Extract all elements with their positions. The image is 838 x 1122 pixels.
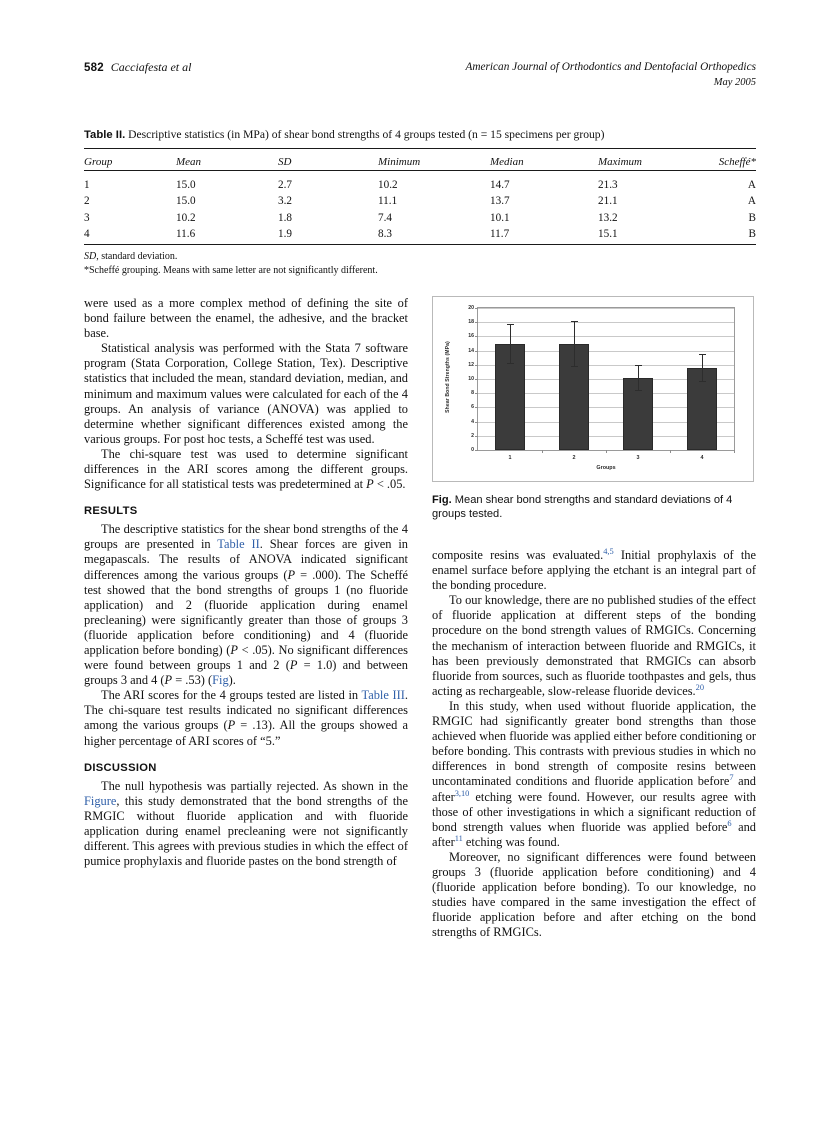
paragraph-results-1 — [84, 522, 408, 688]
reference-marker[interactable]: 6 — [727, 818, 732, 828]
figure-caption-text: Mean shear bond strengths and standard deviations of 4 groups tested. — [432, 494, 733, 521]
plot-area — [468, 305, 735, 461]
journal-title: American Journal of Orthodontics and Dentofacial Orthopedics — [465, 61, 756, 73]
cell-sd: 3.2 — [278, 195, 292, 207]
error-bar — [510, 324, 511, 362]
cell-maximum: 15.1 — [598, 228, 618, 240]
cell-scheffe: A — [747, 178, 756, 191]
y-axis-tick-label: 6 — [471, 404, 474, 411]
table-note-abbreviation — [84, 250, 756, 264]
heading-discussion: DISCUSSION — [84, 761, 157, 774]
col-header-sd: SD — [278, 156, 292, 168]
text-run: = .53) ( — [172, 673, 213, 688]
y-axis-tick-label: 10 — [468, 376, 474, 382]
error-bar-cap — [699, 354, 706, 355]
table-caption — [84, 127, 756, 143]
cell-group: 1 — [84, 178, 90, 191]
cell-minimum: 10.2 — [378, 178, 398, 191]
descriptive-statistics-table — [84, 148, 756, 245]
text-run: and after — [432, 774, 756, 804]
error-bar-cap — [507, 324, 514, 325]
y-axis-tick-label: 8 — [471, 390, 474, 397]
cell-median: 14.7 — [490, 178, 510, 191]
text-run: < .05). No significant differences were found between groups 1 and 2 ( — [84, 642, 408, 673]
error-bar — [638, 365, 639, 391]
error-bar-cap — [571, 366, 578, 367]
reference-marker[interactable]: 11 — [454, 833, 463, 843]
col-header-median: Median — [490, 156, 524, 168]
table-head — [84, 149, 756, 171]
error-bar-cap — [507, 363, 514, 364]
x-axis-tick-mark — [542, 450, 543, 453]
table-notes — [84, 250, 756, 277]
cell-median: 11.7 — [490, 228, 510, 240]
text-run: The descriptive statistics for the shear bond strengths of the 4 groups are presented in — [84, 522, 408, 552]
table-row — [84, 207, 756, 224]
running-head-right — [465, 60, 756, 90]
y-axis-tick-mark — [475, 365, 478, 366]
text-run: To our knowledge, there are no published studies of the effect of fluoride application at different steps of the bonding procedure on the bond strength values of RMGICs. Concerning the mechanism of interaction between fluoride and RMGICs, it has been previously demonstrated that RMGICs can absorb fluoride from sources, such as fluoride toothpastes and gels, thus acting as rechargeable, slow-release fluoride devices. — [432, 593, 756, 698]
cell-sd: 1.9 — [278, 228, 292, 240]
text-run: etching were found. However, our results agree with those of other investigations in which a significant reduction of bond strength values when fluoride was applied before — [432, 789, 756, 834]
chart-frame — [432, 296, 754, 482]
x-axis-tick-label: 4 — [700, 455, 704, 461]
text-run: = .000). The Scheffé test showed that the bond strengths of groups 1 (no fluoride application) and 2 (fluoride application during enamel precleaning) were significantly greater than those of groups 3 (fluoride application before conditioning) and 4 (fluoride application before bonding) ( — [84, 567, 408, 657]
reference-marker[interactable]: 20 — [695, 682, 705, 692]
text-run: The ARI scores for the 4 groups tested are listed in — [101, 688, 362, 703]
cell-minimum: 11.1 — [378, 195, 398, 207]
text-run: , this study demonstrated that the bond strengths of the RMGIC without fluoride application and with fluoride application during enamel precleaning were not significantly different. This agrees with previous studies in which the effect of pumice prophylaxis and fluoride pastes on the bond strength of — [84, 793, 408, 869]
text-run: The chi-square test was used to determine significant differences in the ARI scores among the different groups. Significance for all statistical tests was predetermined at — [84, 446, 408, 492]
abbrev-sd-expansion: , standard deviation. — [96, 251, 178, 262]
y-axis-tick-mark — [475, 379, 478, 380]
cell-maximum: 21.1 — [598, 195, 618, 207]
xref-figure[interactable]: Fig — [212, 673, 229, 688]
p-value-symbol: P — [230, 642, 238, 657]
xref-figure-2[interactable]: Figure — [84, 793, 117, 808]
col-header-maximum: Maximum — [598, 156, 642, 168]
reference-marker[interactable]: 4,5 — [603, 546, 614, 556]
table-caption-text: Descriptive statistics (in MPa) of shear bond strengths of 4 groups tested (n = 15 specimens per group) — [128, 128, 605, 141]
error-bar-cap — [571, 321, 578, 322]
p-value-symbol: P — [289, 658, 298, 673]
text-run: = 1.0) and between groups 3 and 4 ( — [84, 658, 408, 688]
col-header-scheffe: Scheffé* — [718, 156, 756, 168]
x-axis-tick-label: 1 — [508, 455, 512, 461]
x-axis-title: Groups — [596, 465, 616, 471]
p-value-symbol: P — [227, 718, 236, 733]
table-row — [84, 224, 756, 245]
cell-maximum: 13.2 — [598, 211, 618, 224]
table-row — [84, 171, 756, 191]
text-run: < .05. — [373, 477, 406, 492]
grid-line — [478, 308, 734, 309]
cell-group: 4 — [84, 228, 90, 240]
cell-sd: 1.8 — [278, 211, 292, 224]
cell-scheffe: B — [748, 211, 756, 224]
y-axis-tick-label: 16 — [468, 333, 474, 340]
reference-marker[interactable]: 7 — [729, 773, 734, 783]
error-bar-cap — [699, 381, 706, 382]
x-axis-tick-mark — [606, 450, 607, 453]
paragraph-right-1 — [432, 548, 756, 593]
y-axis-tick-label: 2 — [471, 432, 474, 439]
running-head-left — [84, 60, 191, 76]
y-axis-tick-label: 0 — [471, 447, 474, 453]
cell-scheffe: B — [748, 228, 756, 240]
x-axis-tick-mark — [734, 450, 735, 453]
cell-median: 13.7 — [490, 195, 510, 207]
paragraph-right-3 — [432, 699, 756, 850]
y-axis-tick-mark — [475, 336, 478, 337]
x-axis-tick-mark — [670, 450, 671, 453]
paragraph-results-2 — [84, 688, 408, 748]
text-run: etching was found. — [462, 834, 560, 849]
running-head-authors: Cacciafesta et al — [110, 60, 192, 74]
y-axis-tick-mark — [475, 351, 478, 352]
table-header-row — [84, 149, 756, 171]
error-bar-cap — [635, 365, 642, 366]
cell-mean: 11.6 — [176, 228, 196, 240]
cell-sd: 2.7 — [278, 178, 292, 191]
error-bar — [574, 321, 575, 366]
y-axis-tick-label: 20 — [468, 305, 474, 311]
abbrev-sd: SD — [84, 251, 97, 262]
text-run: . Shear forces are given in megapascals. The results of ANOVA indicated significant differences among the various groups ( — [84, 537, 409, 582]
text-run: ). — [228, 673, 236, 688]
paragraph-statistical-analysis: Statistical analysis was performed with the Stata 7 software program (Stata Corporation, College Station, Tex). Descriptive statistics that included the mean, standard deviation, median, and minimum and maximum values were calculated for each of the 4 groups. An analysis of variance (ANOVA) was applied to determine whether significant differences existed among the various groups. For post hoc tests, a Scheffé test was used. — [84, 341, 408, 446]
cell-scheffe: A — [747, 195, 756, 207]
grid-line — [478, 322, 734, 323]
running-head — [84, 60, 756, 94]
figure-label: Fig. — [432, 494, 452, 506]
figure-block — [432, 296, 756, 522]
grid-line — [478, 336, 734, 337]
y-axis-tick-label: 14 — [468, 347, 474, 354]
paragraph-discussion-1 — [84, 779, 408, 870]
text-run: In this study, when used without fluoride application, the RMGIC had significantly greater bond strengths than those achieved when fluoride was applied either before conditioning or before bonding. This contrasts with previous studies in which no differences in bond strength of composite resins between uncontaminated conditions and fluoride application before — [432, 698, 756, 789]
figure-caption — [432, 493, 756, 522]
col-header-group: Group — [84, 156, 113, 168]
y-axis-tick-label: 4 — [471, 418, 474, 425]
paragraph-chi-square — [84, 447, 408, 492]
x-axis-tick-label: 3 — [636, 455, 640, 461]
page-number: 582 — [84, 62, 104, 74]
paragraph-methods-continued: were used as a more complex method of defining the site of bond failure between the enamel, the adhesive, and the bracket base. — [84, 296, 408, 341]
xref-table-2[interactable]: Table II — [217, 537, 260, 552]
cell-maximum: 21.3 — [598, 178, 618, 191]
p-value-symbol: P — [366, 477, 374, 492]
table-label: Table II. — [84, 129, 126, 141]
table-block — [84, 127, 756, 277]
y-axis-title — [442, 303, 454, 451]
cell-mean: 15.0 — [176, 178, 196, 191]
issue-date: May 2005 — [713, 77, 756, 88]
y-axis-tick-mark — [475, 322, 478, 323]
error-bar-cap — [635, 390, 642, 391]
y-axis-tick-mark — [475, 450, 478, 451]
heading-results: RESULTS — [84, 505, 138, 518]
p-value-symbol: P — [164, 673, 173, 688]
table-note-footnote: *Scheffé grouping. Means with same letter are not significantly different. — [84, 264, 378, 276]
y-axis-tick-mark — [475, 436, 478, 437]
xref-table-3[interactable]: Table III — [361, 688, 405, 703]
text-run: composite resins was evaluated. — [432, 548, 604, 562]
y-axis-tick-mark — [475, 393, 478, 394]
col-header-minimum: Minimum — [378, 156, 421, 168]
text-run: Initial prophylaxis of the enamel surface before applying the etchant is an integral part of the bonding procedure. — [432, 548, 756, 593]
table-row — [84, 191, 756, 208]
col-header-mean: Mean — [176, 156, 202, 168]
y-axis-tick-mark — [475, 308, 478, 309]
left-text-column — [84, 296, 408, 869]
cell-mean: 15.0 — [176, 195, 196, 207]
y-axis-tick-label: 12 — [468, 361, 474, 368]
paragraph-right-2 — [432, 593, 756, 699]
reference-marker[interactable]: 3,10 — [454, 788, 470, 798]
text-run: The null hypothesis was partially rejected. As shown in the — [101, 778, 408, 793]
right-text-column — [432, 548, 756, 940]
chart-inner — [441, 303, 745, 475]
y-axis-tick-label: 18 — [468, 319, 474, 326]
x-axis-tick-label: 2 — [572, 455, 576, 461]
text-run: . The chi-square test results indicated no significant differences among the various groups ( — [84, 688, 408, 733]
y-axis-title-text: Shear Bond Strengths (MPa) — [445, 341, 451, 413]
text-run: and after — [432, 819, 756, 849]
y-axis-tick-mark — [475, 422, 478, 423]
cell-minimum: 7.4 — [378, 211, 392, 224]
cell-median: 10.1 — [490, 211, 510, 224]
cell-mean: 10.2 — [176, 211, 196, 224]
y-axis-tick-mark — [475, 407, 478, 408]
error-bar — [702, 354, 703, 381]
cell-group: 3 — [84, 211, 90, 224]
table-body — [84, 171, 756, 245]
cell-group: 2 — [84, 195, 90, 207]
p-value-symbol: P — [287, 567, 296, 582]
paragraph-right-4: Moreover, no significant differences were found between groups 3 (fluoride application before conditioning) and 4 (fluoride application before bonding). To our knowledge, no studies have compared in the same investigation the effect of fluoride application before and after etching on the bond strengths of RMGICs. — [432, 849, 756, 940]
cell-minimum: 8.3 — [378, 228, 392, 240]
text-run: = .13). All the groups showed a higher percentage of ARI scores of “5.” — [84, 718, 408, 748]
